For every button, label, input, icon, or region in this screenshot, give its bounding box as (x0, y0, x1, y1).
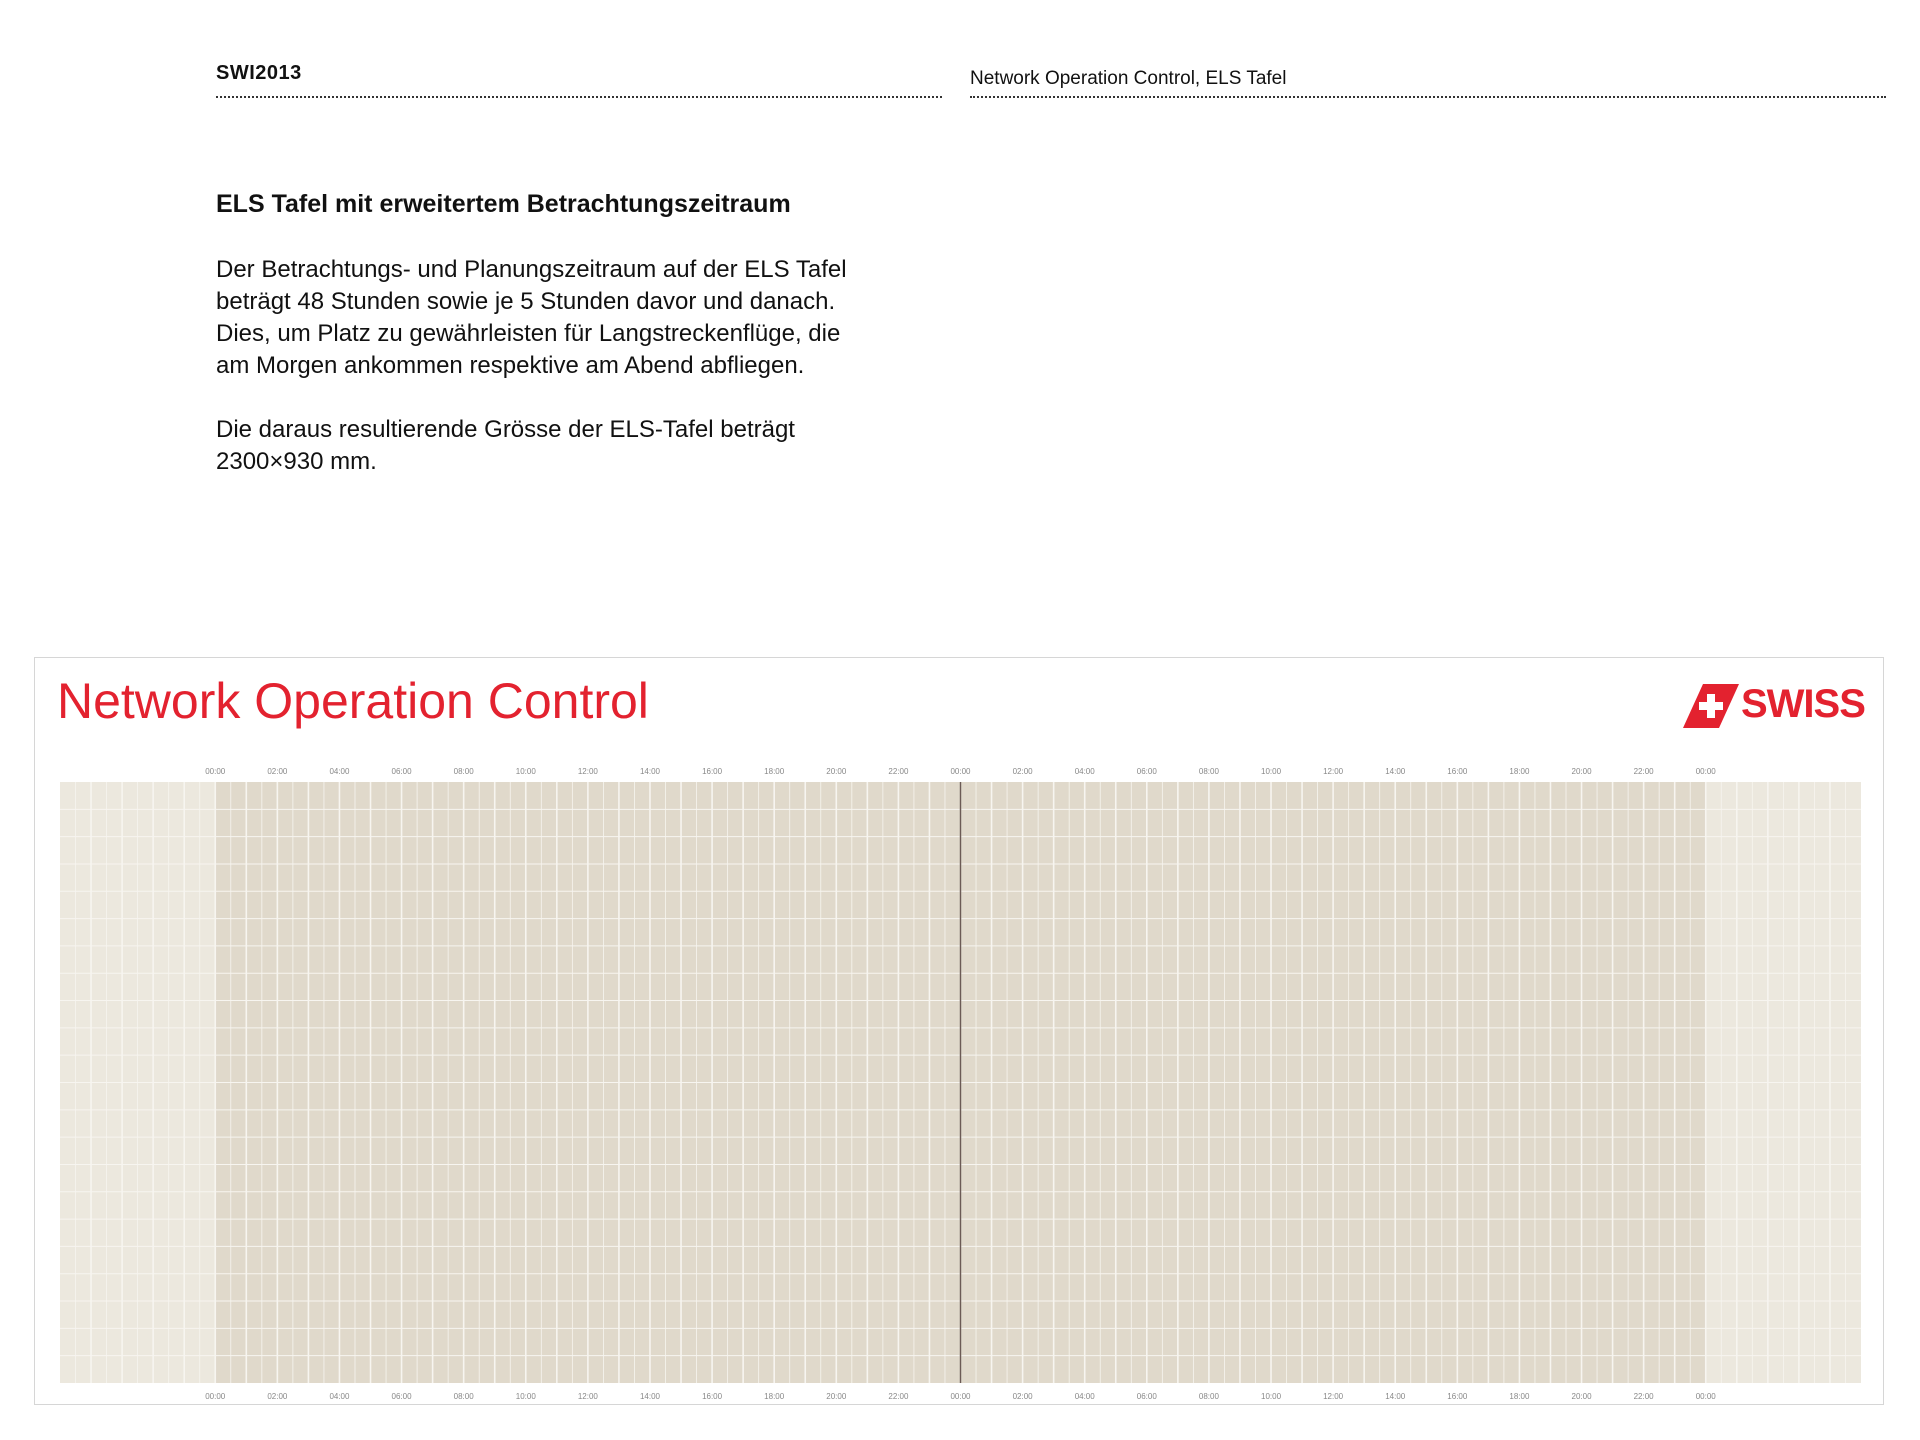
els-board (34, 657, 1884, 1405)
time-label-bottom: 10:00 (515, 1392, 536, 1401)
time-label-top: 18:00 (764, 767, 785, 776)
swiss-logo (1683, 684, 1863, 728)
time-label-bottom: 16:00 (702, 1392, 723, 1401)
time-label-top: 02:00 (1012, 767, 1033, 776)
time-label-bottom: 14:00 (1385, 1392, 1406, 1401)
time-label-top: 10:00 (515, 767, 536, 776)
time-label-bottom: 02:00 (1012, 1392, 1033, 1401)
time-label-top: 14:00 (1385, 767, 1406, 776)
time-label-top: 16:00 (702, 767, 723, 776)
header-right (970, 58, 1886, 98)
time-label-top: 00:00 (205, 767, 226, 776)
time-label-top: 22:00 (888, 767, 909, 776)
section-title: Network Operation Control, ELS Tafel (970, 68, 1287, 89)
content-title: ELS Tafel mit erweitertem Betrachtungszeitraum (216, 190, 791, 218)
time-label-top: 00:00 (950, 767, 971, 776)
swiss-tail-cross-icon (1683, 684, 1739, 728)
paragraph-1-line: Dies, um Platz zu gewährleisten für Langstreckenflüge, die (216, 320, 841, 347)
time-label-bottom: 04:00 (1074, 1392, 1095, 1401)
time-label-top: 10:00 (1261, 767, 1282, 776)
paragraph-2-line: 2300×930 mm. (216, 448, 377, 475)
time-label-top: 00:00 (1695, 767, 1716, 776)
time-label-bottom: 04:00 (329, 1392, 350, 1401)
time-label-bottom: 18:00 (764, 1392, 785, 1401)
time-label-bottom: 20:00 (826, 1392, 847, 1401)
time-label-top: 06:00 (391, 767, 412, 776)
time-label-bottom: 08:00 (1198, 1392, 1219, 1401)
time-label-top: 20:00 (1571, 767, 1592, 776)
time-label-bottom: 22:00 (888, 1392, 909, 1401)
time-label-bottom: 12:00 (1323, 1392, 1344, 1401)
time-label-bottom: 20:00 (1571, 1392, 1592, 1401)
time-label-bottom: 16:00 (1447, 1392, 1468, 1401)
time-label-bottom: 00:00 (205, 1392, 226, 1401)
paragraph-1-line: beträgt 48 Stunden sowie je 5 Stunden davor und danach. (216, 288, 836, 315)
time-label-bottom: 02:00 (267, 1392, 288, 1401)
paragraph-1-line: am Morgen ankommen respektive am Abend abfliegen. (216, 352, 805, 379)
els-board-grid (35, 658, 1885, 1406)
paragraph-1-line: Der Betrachtungs- und Planungszeitraum auf der ELS Tafel (216, 256, 847, 283)
time-label-top: 20:00 (826, 767, 847, 776)
time-label-top: 22:00 (1633, 767, 1654, 776)
time-label-bottom: 06:00 (391, 1392, 412, 1401)
paragraph-2 (216, 414, 936, 478)
time-label-bottom: 22:00 (1633, 1392, 1654, 1401)
time-label-top: 04:00 (329, 767, 350, 776)
time-label-top: 08:00 (453, 767, 474, 776)
time-label-top: 02:00 (267, 767, 288, 776)
time-label-top: 06:00 (1136, 767, 1157, 776)
document-code: SWI2013 (216, 62, 302, 84)
time-label-top: 16:00 (1447, 767, 1468, 776)
time-label-top: 08:00 (1198, 767, 1219, 776)
time-label-top: 14:00 (639, 767, 660, 776)
paragraph-2-line: Die daraus resultierende Grösse der ELS-Tafel beträgt (216, 416, 795, 443)
time-label-bottom: 00:00 (1695, 1392, 1716, 1401)
time-label-bottom: 14:00 (639, 1392, 660, 1401)
time-label-bottom: 18:00 (1509, 1392, 1530, 1401)
time-label-top: 18:00 (1509, 767, 1530, 776)
time-label-top: 12:00 (577, 767, 598, 776)
time-label-top: 04:00 (1074, 767, 1095, 776)
time-label-bottom: 12:00 (577, 1392, 598, 1401)
time-label-bottom: 10:00 (1261, 1392, 1282, 1401)
time-label-bottom: 00:00 (950, 1392, 971, 1401)
board-title: Network Operation Control (57, 673, 649, 729)
time-label-top: 12:00 (1323, 767, 1344, 776)
paragraph-1 (216, 254, 936, 382)
swiss-logo-text: SWISS (1741, 682, 1865, 726)
time-label-bottom: 08:00 (453, 1392, 474, 1401)
time-label-bottom: 06:00 (1136, 1392, 1157, 1401)
header-left (216, 58, 942, 98)
